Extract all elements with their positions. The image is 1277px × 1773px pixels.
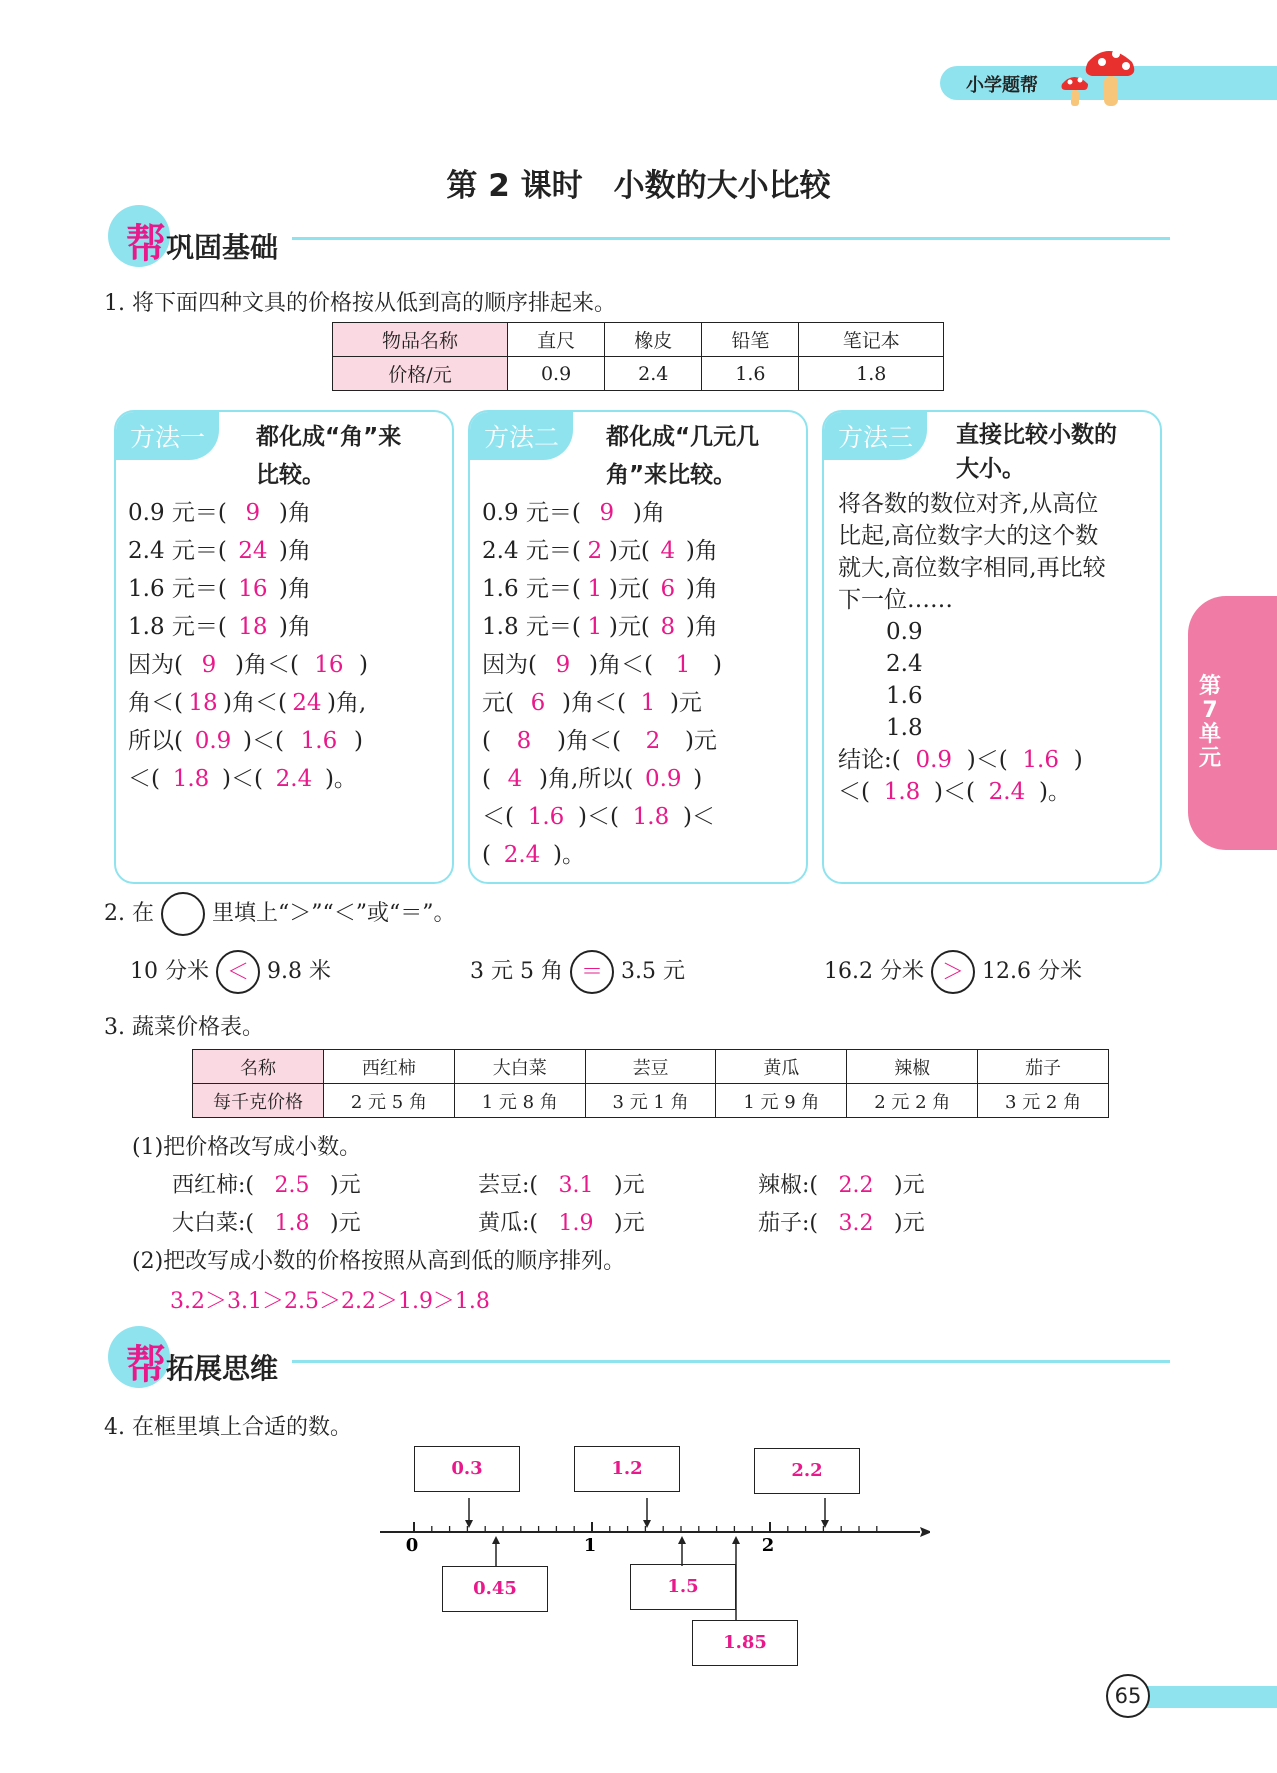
- answer-box: 0.45: [442, 1566, 548, 1612]
- cell: 价格/元: [333, 357, 508, 391]
- compare-circle: ＜: [216, 950, 260, 994]
- method-1-tab: 方法一: [116, 412, 219, 460]
- q1-prompt: 1. 将下面四种文具的价格按从低到高的顺序排起来。: [104, 291, 616, 316]
- method-3-head: 直接比较小数的 大小。: [956, 422, 1117, 482]
- cell: 1.6: [702, 357, 799, 391]
- answer-box: 1.2: [574, 1446, 680, 1492]
- aligned-number: 1.6: [886, 683, 923, 709]
- answer-box: 2.2: [754, 1448, 860, 1494]
- answer-box: 1.85: [692, 1620, 798, 1666]
- aligned-number: 2.4: [886, 651, 923, 677]
- method-2-tab: 方法二: [470, 412, 573, 460]
- q3-sub1: (1)把价格改写成小数。: [132, 1135, 362, 1160]
- vegetable-price-table: [192, 1049, 1109, 1118]
- q2-item-2: 3 元 5 角 ＝ 3.5 元: [470, 948, 685, 996]
- cell: 橡皮: [605, 323, 702, 357]
- cell: 铅笔: [702, 323, 799, 357]
- q4-prompt: 4. 在框里填上合适的数。: [104, 1415, 352, 1440]
- stationery-table: [332, 322, 944, 391]
- cell: 0.9: [508, 357, 605, 391]
- cell: 1 元 9 角: [716, 1084, 847, 1118]
- cell: 2.4: [605, 357, 702, 391]
- answer-tomato: 西红柿:( 2.5 )元: [172, 1173, 361, 1198]
- page-title: 第 2 课时 小数的大小比较: [446, 168, 831, 204]
- section-line: [292, 237, 1170, 240]
- cell: 直尺: [508, 323, 605, 357]
- cell: 每千克价格: [193, 1084, 324, 1118]
- cell: 茄子: [978, 1050, 1109, 1084]
- cell: 名称: [193, 1050, 324, 1084]
- cell: 2 元 2 角: [847, 1084, 978, 1118]
- method-2-head: 都化成“几元几 角”来比较。: [606, 424, 760, 488]
- tick-label: 0: [405, 1535, 419, 1556]
- compare-circle: ＞: [931, 950, 975, 994]
- cell: 2 元 5 角: [324, 1084, 455, 1118]
- blank-circle: [161, 892, 205, 936]
- q3-prompt: 3. 蔬菜价格表。: [104, 1015, 264, 1040]
- answer-cucumber: 黄瓜:( 1.9 )元: [478, 1211, 645, 1236]
- cell: 1 元 8 角: [454, 1084, 585, 1118]
- answer-box: 0.3: [414, 1446, 520, 1492]
- q2-item-3: 16.2 分米 ＞ 12.6 分米: [824, 948, 1082, 996]
- method-1-body: 0.9 元＝( 9 )角 2.4 元＝( 24 )角 1.6 元＝( 16 )角 1.8 元＝( 18 )角 因为( 9 )角＜( 16 ) 角＜( 18 )角＜( 24 )角, 所以( 0.9 )＜( 1.6 ) ＜( 1.8 )＜( 2.4 )。: [128, 500, 368, 792]
- section-line: [292, 1360, 1170, 1363]
- answer-eggplant: 茄子:( 3.2 )元: [758, 1211, 925, 1236]
- cell: 西红柿: [324, 1050, 455, 1084]
- cell: 1.8: [799, 357, 944, 391]
- answer-box: 1.5: [630, 1564, 736, 1610]
- cell: 辣椒: [847, 1050, 978, 1084]
- compare-circle: ＝: [570, 950, 614, 994]
- cell: 3 元 2 角: [978, 1084, 1109, 1118]
- method-1-head: 都化成“角”来 比较。: [256, 424, 402, 488]
- section-title-extend: 帮拓展思维: [126, 1342, 279, 1388]
- q2-prompt: 2. 在 里填上“＞”“＜”或“＝”。: [104, 890, 455, 938]
- q2-item-1: 10 分米 ＜ 9.8 米: [130, 948, 331, 996]
- answer-pepper: 辣椒:( 2.2 )元: [758, 1173, 925, 1198]
- mushroom-icon: [1058, 44, 1148, 114]
- page-number: 65: [1106, 1674, 1150, 1718]
- cell: 芸豆: [585, 1050, 716, 1084]
- unit-label: 第 7 单 元: [1198, 674, 1221, 771]
- cell: 黄瓜: [716, 1050, 847, 1084]
- tick-label: 2: [761, 1535, 775, 1556]
- method-3-body: 将各数的数位对齐,从高位 比起,高位数字大的这个数 就大,高位数字相同,再比较 下一位…… 0.9 2.4 1.6 1.8 结论:( 0.9 )＜( 1.6 ) ＜( 1.8 )＜( 2.4 )。: [838, 488, 1158, 808]
- price-order-answer: 3.2＞3.1＞2.5＞2.2＞1.9＞1.8: [170, 1289, 490, 1314]
- brand-label: 小学题帮: [966, 75, 1038, 96]
- tick-label: 1: [583, 1535, 597, 1556]
- method-2-body: 0.9 元＝( 9 )角 2.4 元＝( 2 )元( 4 )角 1.6 元＝( 1 )元( 6 )角 1.8 元＝( 1 )元( 8 )角 因为( 9 )角＜( 1 ) 元( 6 )角＜( 1 )元 ( 8 )角＜( 2 )元 ( 4 )角,所以( 0.9 ) ＜( 1.6 )＜( 1.8 )＜ ( 2.4 )。: [482, 500, 722, 868]
- cell: 物品名称: [333, 323, 508, 357]
- q3-sub2: (2)把改写成小数的价格按照从高到低的顺序排列。: [132, 1249, 626, 1274]
- aligned-number: 1.8: [886, 715, 923, 741]
- cell: 3 元 1 角: [585, 1084, 716, 1118]
- method-3-tab: 方法三: [824, 412, 927, 460]
- answer-cabbage: 大白菜:( 1.8 )元: [172, 1211, 361, 1236]
- cell: 笔记本: [799, 323, 944, 357]
- answer-bean: 芸豆:( 3.1 )元: [478, 1173, 645, 1198]
- section-title-basics: 帮巩固基础: [126, 221, 279, 267]
- aligned-number: 0.9: [886, 619, 923, 645]
- cell: 大白菜: [454, 1050, 585, 1084]
